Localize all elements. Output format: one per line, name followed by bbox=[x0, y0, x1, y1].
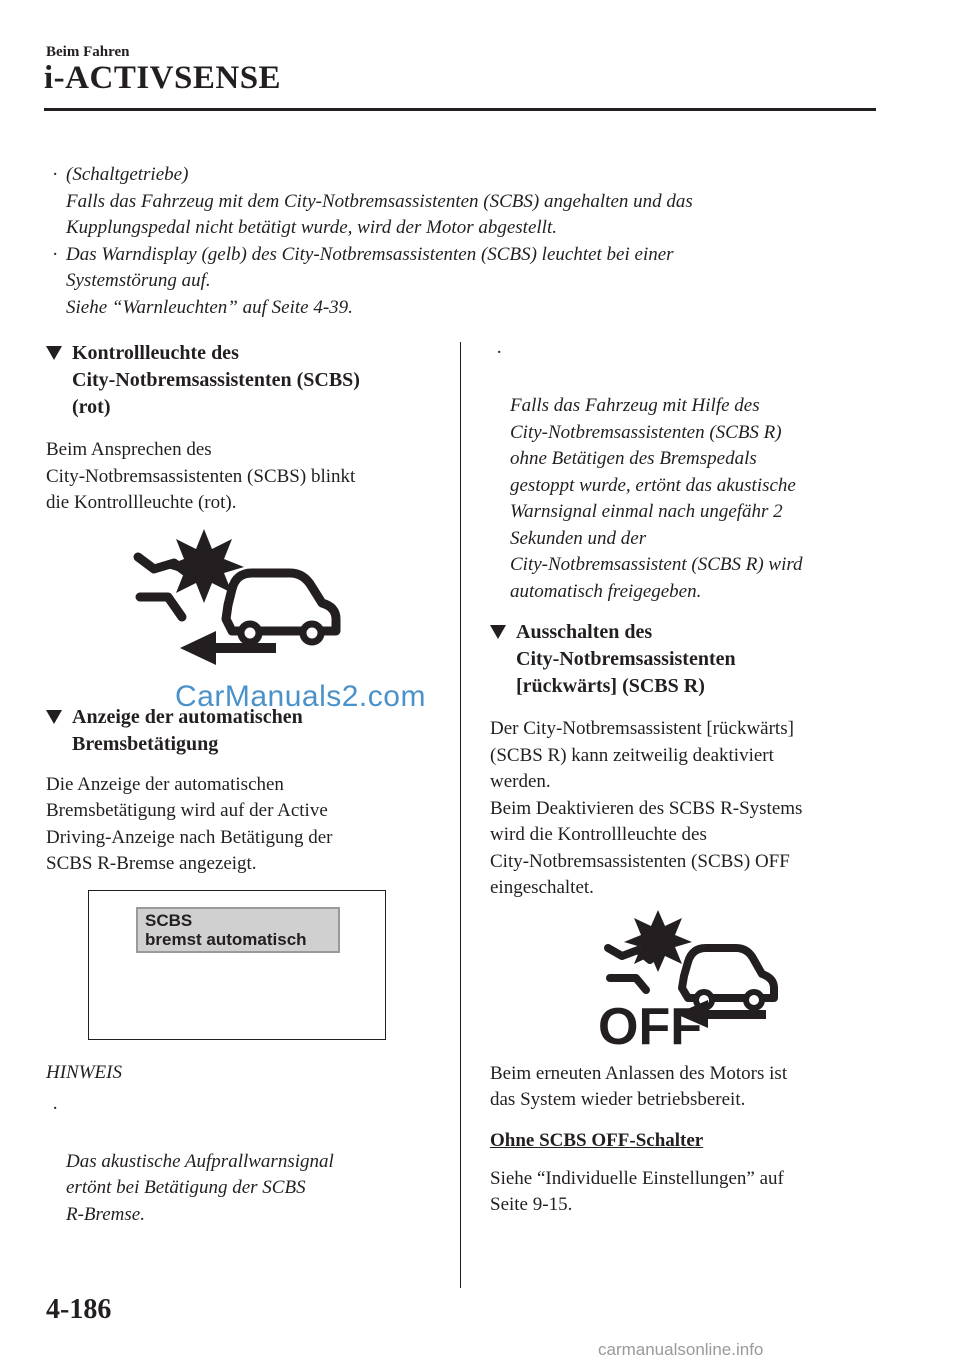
heading-kontrollleuchte bbox=[46, 340, 446, 421]
bullet-dot: · bbox=[52, 243, 59, 265]
body-anzeige: Die Anzeige der automatischen Bremsbetätigung wird auf der Active Driving-Anzeige nach Betätigung der SCBS R-Bremse angezeigt. bbox=[46, 773, 333, 874]
right-column bbox=[490, 340, 890, 1219]
heading-ausschalten-text: Ausschalten des City-Notbremsassistenten [rückwärts] (SCBS R) bbox=[516, 621, 736, 697]
right-bullet-text: Falls das Fahrzeug mit Hilfe des City-Notbremsassistenten (SCBS R) ohne Betätigen des Bremspedals gestoppt wurde, ertönt das akustische Warnsignal einmal nach ungefähr 2 Sekunden und der City-Notbremsassistent (SCBS R) wird automatisch freigegeben. bbox=[510, 395, 803, 602]
header-rule bbox=[44, 108, 876, 111]
heading-anzeige-text: Anzeige der automatischen Bremsbetätigung bbox=[72, 705, 303, 755]
active-driving-display bbox=[88, 890, 386, 1040]
page-number: 4-186 bbox=[46, 1294, 112, 1325]
footer-site: carmanualsonline.info bbox=[598, 1340, 764, 1359]
bullet-dot: · bbox=[52, 164, 59, 185]
scbs-off-indicator-icon bbox=[490, 906, 890, 1051]
triangle-marker-icon bbox=[46, 346, 62, 360]
chapter-title: i-ACTIVSENSE bbox=[44, 60, 282, 96]
body-restart: Beim erneuten Anlassen des Motors ist das System wieder betriebsbereit. bbox=[490, 1062, 788, 1110]
subhead-ohne-schalter: Ohne SCBS OFF-Schalter bbox=[490, 1129, 704, 1151]
note-bullet-text: Das akustische Aufprallwarnsignal ertönt bei Betätigung der SCBS R-Bremse. bbox=[66, 1150, 334, 1225]
triangle-marker-icon bbox=[490, 625, 506, 639]
scbs-indicator-icon bbox=[46, 527, 446, 682]
left-column bbox=[46, 340, 446, 1228]
bullet-dot: · bbox=[52, 1097, 59, 1119]
body-ausschalten: Der City-Notbremsassistent [rückwärts] (SCBS R) kann zeitweilig deaktiviert werden. Beim Deaktivieren des SCBS R-Systems wird die Kontrollleuchte des City-Notbremsassistenten (SCBS) OFF eingeschaltet. bbox=[490, 718, 803, 898]
section-label: Beim Fahren bbox=[46, 44, 130, 60]
top-bullet-list bbox=[46, 162, 846, 321]
body-reference: Siehe “Individuelle Einstellungen” auf Seite 9-15. bbox=[490, 1167, 784, 1215]
note-title: HINWEIS bbox=[46, 1061, 122, 1083]
heading-ausschalten bbox=[490, 619, 890, 700]
top-bullet-1 bbox=[46, 162, 846, 242]
top-bullet-1-text: (Schaltgetriebe) Falls das Fahrzeug mit dem City-Notbremsassistenten (SCBS) angehalten und das Kupplungspedal nicht betätigt wurde, wird der Motor abgestellt. bbox=[66, 164, 693, 238]
bullet-dot: · bbox=[496, 342, 503, 363]
right-bullet bbox=[490, 340, 890, 605]
note-bullet bbox=[46, 1096, 446, 1229]
body-kontrollleuchte: Beim Ansprechen des City-Notbremsassistenten (SCBS) blinkt die Kontrollleuchte (rot). bbox=[46, 439, 356, 513]
top-bullet-2-text: Das Warndisplay (gelb) des City-Notbremsassistenten (SCBS) leuchtet bei einer Systemstörung auf. Siehe “Warnleuchten” auf Seite 4-39. bbox=[66, 243, 674, 318]
triangle-marker-icon bbox=[46, 710, 62, 724]
off-text: OFF bbox=[598, 997, 702, 1051]
watermark: CarManuals2.com bbox=[175, 680, 426, 713]
display-message: SCBS bremst automatisch bbox=[136, 907, 340, 953]
column-divider bbox=[460, 342, 461, 1288]
top-bullet-2 bbox=[46, 242, 846, 322]
heading-kontrollleuchte-text: Kontrollleuchte des City-Notbremsassistenten (SCBS) (rot) bbox=[72, 342, 360, 418]
